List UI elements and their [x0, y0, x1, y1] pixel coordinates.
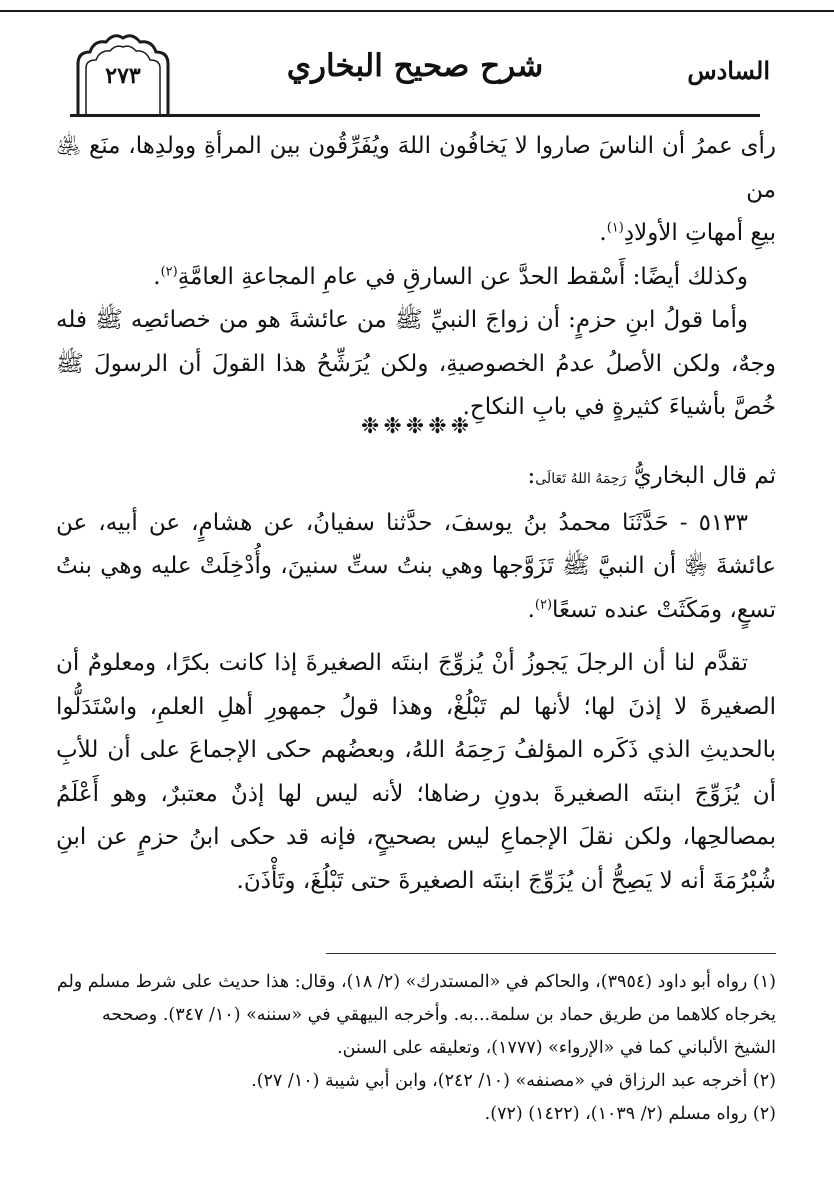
section-separator: ❉❉❉❉❉	[360, 414, 474, 439]
paragraph-omar-line2: بيعِ أمهاتِ الأولادِ	[623, 220, 776, 246]
footnote-mark-1[interactable]: (١)	[606, 220, 624, 236]
footnote-divider	[326, 953, 776, 954]
footnotes	[56, 966, 776, 1131]
footnote-mark-3[interactable]: (٢)	[534, 596, 553, 612]
bukhari-intro: ثم قال البخاريُّ رَحِمَهُ اللهُ تَعَالَى:	[527, 463, 776, 489]
paragraph-theft-text: وكذلك أيضًا: أَسْقط الحدَّ عن السارقِ في عامِ المجاعةِ العامَّةِ	[177, 263, 748, 290]
paragraph-theft: وكذلك أيضًا: أَسْقط الحدَّ عن السارقِ في عامِ المجاعةِ العامَّةِ$^{(٢)}$.	[153, 263, 748, 290]
book-title: شرح صحيح البخاري	[286, 48, 544, 84]
hadith-5133-text: ٥١٣٣ - حَدَّثَنَا محمدُ بنُ يوسفَ، حدَّثنا سفيانُ، عن هشامٍ، عن أبيه، عن عائشةَ ﵂ أن النبيَّ ﷺ تَزَوَّجها وهي بنتُ ستِّ سنينَ، وأُدْخِلَتْ عليه وهي بنتُ تسعٍ، ومَكَثَتْ عنده تسعًا	[56, 509, 776, 623]
section-two	[56, 455, 776, 903]
footnote-1: (١) رواه أبو داود (٣٩٥٤)، والحاكم في «المستدرك» (٢/ ١٨)، وقال: هذا حديث على شرط مسلم ولم يخرجاه كلاهما من طريق حماد بن سلمة...به. وأخرجه البيهقي في «سننه» (١٠/ ٣٤٧). وصححه الشيخ الألباني كما في «الإرواء» (١٧٧٧)، وتعليقه على السنن.	[56, 972, 776, 1058]
page-number: ٢٧٣	[105, 63, 141, 89]
volume-label: السادس	[687, 56, 770, 85]
paragraph-omar-line1: رأى عمرُ أن الناسَ صاروا لا يَخافُون اللهَ ويُفَرِّقُون بين المرأةِ وولدِها، منَع ﵁ من	[56, 133, 776, 203]
top-border	[0, 10, 834, 12]
commentary-paragraph: تقدَّم لنا أن الرجلَ يَجوزُ أنْ يُزوِّجَ ابنتَه الصغيرةَ إذا كانت بكرًا، ومعلومٌ أن الصغيرةَ لا إذنَ لها؛ لأنها لم تَبْلُغْ، وهذا قولُ جمهورِ أهلِ العلمِ، واسْتَدَلُّوا بالحديثِ الذي ذَكَره المؤلفُ رَحِمَهُ اللهُ، وبعضُهم حكى الإجماعَ على أن للأبِ أن يُزَوِّجَ ابنتَه الصغيرةَ بدونِ رضاها؛ لأنه ليس لها إذنٌ معتبرٌ، وهو أَعْلَمُ بمصالحِها، ولكن نقلَ الإجماعِ ليس بصحيحٍ، فإنه قد حكى ابنُ حزمٍ عن ابنِ شُبْرُمَةَ أنه لا يَصِحُّ أن يُزَوِّجَ ابنتَه الصغيرةَ حتى تَبْلُغَ، وتَأْذَنَ.	[56, 650, 776, 894]
bukhari-honorific: رَحِمَهُ اللهُ تَعَالَى	[535, 471, 627, 487]
footnote-mark-2[interactable]: (٢)	[160, 263, 178, 279]
section-one	[56, 125, 776, 430]
footnote-2: (٢) أخرجه عبد الرزاق في «مصنفه» (١٠/ ٢٤٢)، وابن أبي شيبة (١٠/ ٢٧).	[251, 1071, 776, 1091]
header-rule	[70, 114, 760, 117]
page-header	[70, 38, 770, 120]
hadith-5133: ٥١٣٣ - حَدَّثَنَا محمدُ بنُ يوسفَ، حدَّثنا سفيانُ، عن هشامٍ، عن أبيه، عن عائشةَ ﵂ أن النبيَّ ﷺ تَزَوَّجها وهي بنتُ ستِّ سنينَ، وأُدْخِلَتْ عليه وهي بنتُ تسعٍ، ومَكَثَتْ عنده تسعًا$^{(٢)}$.	[56, 509, 776, 623]
bukhari-intro-text: ثم قال البخاريُّ	[633, 463, 776, 489]
paragraph-omar: رأى عمرُ أن الناسَ صاروا لا يَخافُون اللهَ ويُفَرِّقُون بين المرأةِ وولدِها، منَع ﵁ من بيعِ أمهاتِ الأولادِ$^{(١)}$.	[56, 133, 776, 246]
footnote-3: (٢) رواه مسلم (٢/ ١٠٣٩)، (١٤٢٢) (٧٢).	[484, 1104, 776, 1124]
paragraph-ibn-hazm: وأما قولُ ابنِ حزمٍ: أن زواجَ النبيِّ ﷺ من عائشةَ هو من خصائصِه ﷺ فله وجهٌ، ولكن الأصلُ عدمُ الخصوصيةِ، ولكن يُرَشِّحُ هذا القولَ أن الرسولَ ﷺ خُصَّ بأشياءَ كثيرةٍ في بابِ النكاحِ.	[56, 307, 776, 420]
